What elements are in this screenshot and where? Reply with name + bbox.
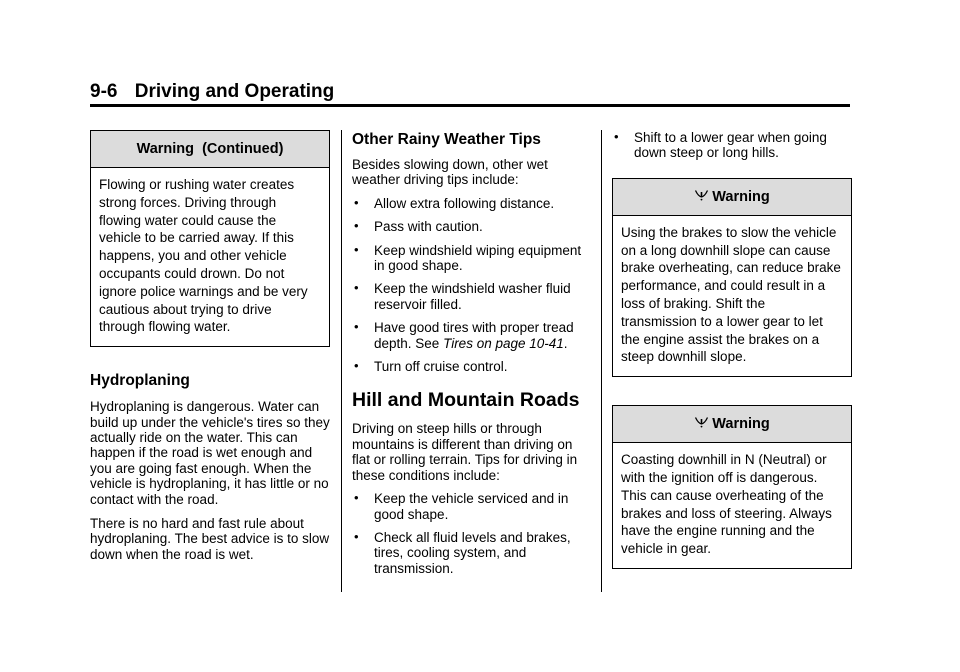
warning-triangle-icon bbox=[694, 179, 709, 215]
bullet-dot-icon: • bbox=[354, 358, 359, 374]
warning-brakes-box bbox=[612, 178, 852, 377]
hydroplaning-paragraph-1: Hydroplaning is dangerous. Water can build up under the vehicle's tires so they actually ride on the water. This can happen if the road is wet enough and you are going fast enough. When the vehicle is hydroplaning, it has little or no contact with the road. bbox=[90, 399, 330, 507]
warning-box-text: Coasting downhill in N (Neutral) or with the ignition off is dangerous. This can cause overheating of the brakes and loss of steering. Always have the engine running and the vehicle in gear. bbox=[621, 452, 832, 557]
bullet-dot-icon: • bbox=[354, 490, 359, 506]
column-divider bbox=[341, 130, 342, 592]
header-rule bbox=[90, 104, 850, 107]
bullet-dot-icon: • bbox=[354, 319, 359, 335]
bullet-dot-icon: • bbox=[354, 280, 359, 296]
column-middle bbox=[352, 130, 590, 576]
column-divider bbox=[601, 130, 602, 592]
list-item: • Shift to a lower gear when going down steep or long hills. bbox=[614, 129, 827, 161]
column-right bbox=[612, 130, 850, 569]
page-number: 9-6 bbox=[90, 81, 118, 102]
warning-box-title: Warning bbox=[613, 406, 851, 443]
bullet-dot-icon: • bbox=[354, 218, 359, 234]
rainy-tips-intro: Besides slowing down, other wet weather driving tips include: bbox=[352, 157, 548, 188]
tires-page-reference[interactable]: Tires on page 10-41 bbox=[443, 335, 564, 351]
bullet-dot-icon: • bbox=[354, 528, 359, 544]
hydroplaning-paragraph-2: There is no hard and fast rule about hydroplaning. The best advice is to slow down when the road is wet. bbox=[90, 516, 330, 562]
section-title: Driving and Operating bbox=[134, 81, 335, 102]
rainy-tips-list bbox=[352, 196, 590, 375]
list-item: • Turn off cruise control. bbox=[354, 358, 508, 375]
list-item: • Allow extra following distance. bbox=[354, 194, 555, 211]
warning-box-title: Warning bbox=[613, 179, 851, 216]
list-item: • Check all fluid levels and brakes, tires, cooling system, and transmission. bbox=[354, 528, 571, 576]
hill-tips-list-continued bbox=[612, 130, 850, 161]
list-item: • Keep the vehicle serviced and in good shape. bbox=[354, 490, 569, 522]
warning-box-title: Warning (Continued) bbox=[91, 131, 329, 168]
warning-coasting-box bbox=[612, 405, 852, 569]
warning-box-text: Using the brakes to slow the vehicle on a long downhill slope can cause brake overheating, can reduce brake performance, and could result in a loss of braking. Shift the transmission to a lower gear to let the engine assist the brakes on a steep downhill slope. bbox=[621, 224, 841, 365]
bullet-dot-icon: • bbox=[354, 194, 359, 210]
warning-triangle-icon bbox=[694, 406, 709, 442]
hydroplaning-heading: Hydroplaning bbox=[90, 372, 190, 390]
column-left bbox=[90, 130, 330, 562]
bullet-dot-icon: • bbox=[614, 129, 619, 144]
list-item: • Have good tires with proper tread depth. See Tires on page 10-41. bbox=[354, 319, 574, 351]
hill-mountain-heading: Hill and Mountain Roads bbox=[352, 389, 580, 412]
warning-continued-box bbox=[90, 130, 330, 347]
bullet-dot-icon: • bbox=[354, 241, 359, 257]
page-header bbox=[90, 80, 850, 104]
list-item: • Keep windshield wiping equipment in good shape. bbox=[354, 241, 582, 274]
hill-tips-list bbox=[352, 491, 590, 576]
list-item: • Pass with caution. bbox=[354, 218, 483, 235]
warning-box-text: Flowing or rushing water creates strong forces. Driving through flowing water could cause the vehicle to be carried away. If this happens, you and other vehicle occupants could drown. Do not ignore police warnings and be very cautious about trying to drive through flowing water. bbox=[99, 177, 308, 335]
list-item: • Keep the windshield washer fluid reservoir filled. bbox=[354, 280, 571, 312]
hill-mountain-intro: Driving on steep hills or through mountains is different than driving on flat or rolling terrain. Tips for driving in these conditions include: bbox=[352, 421, 578, 483]
rainy-tips-heading: Other Rainy Weather Tips bbox=[352, 131, 541, 148]
